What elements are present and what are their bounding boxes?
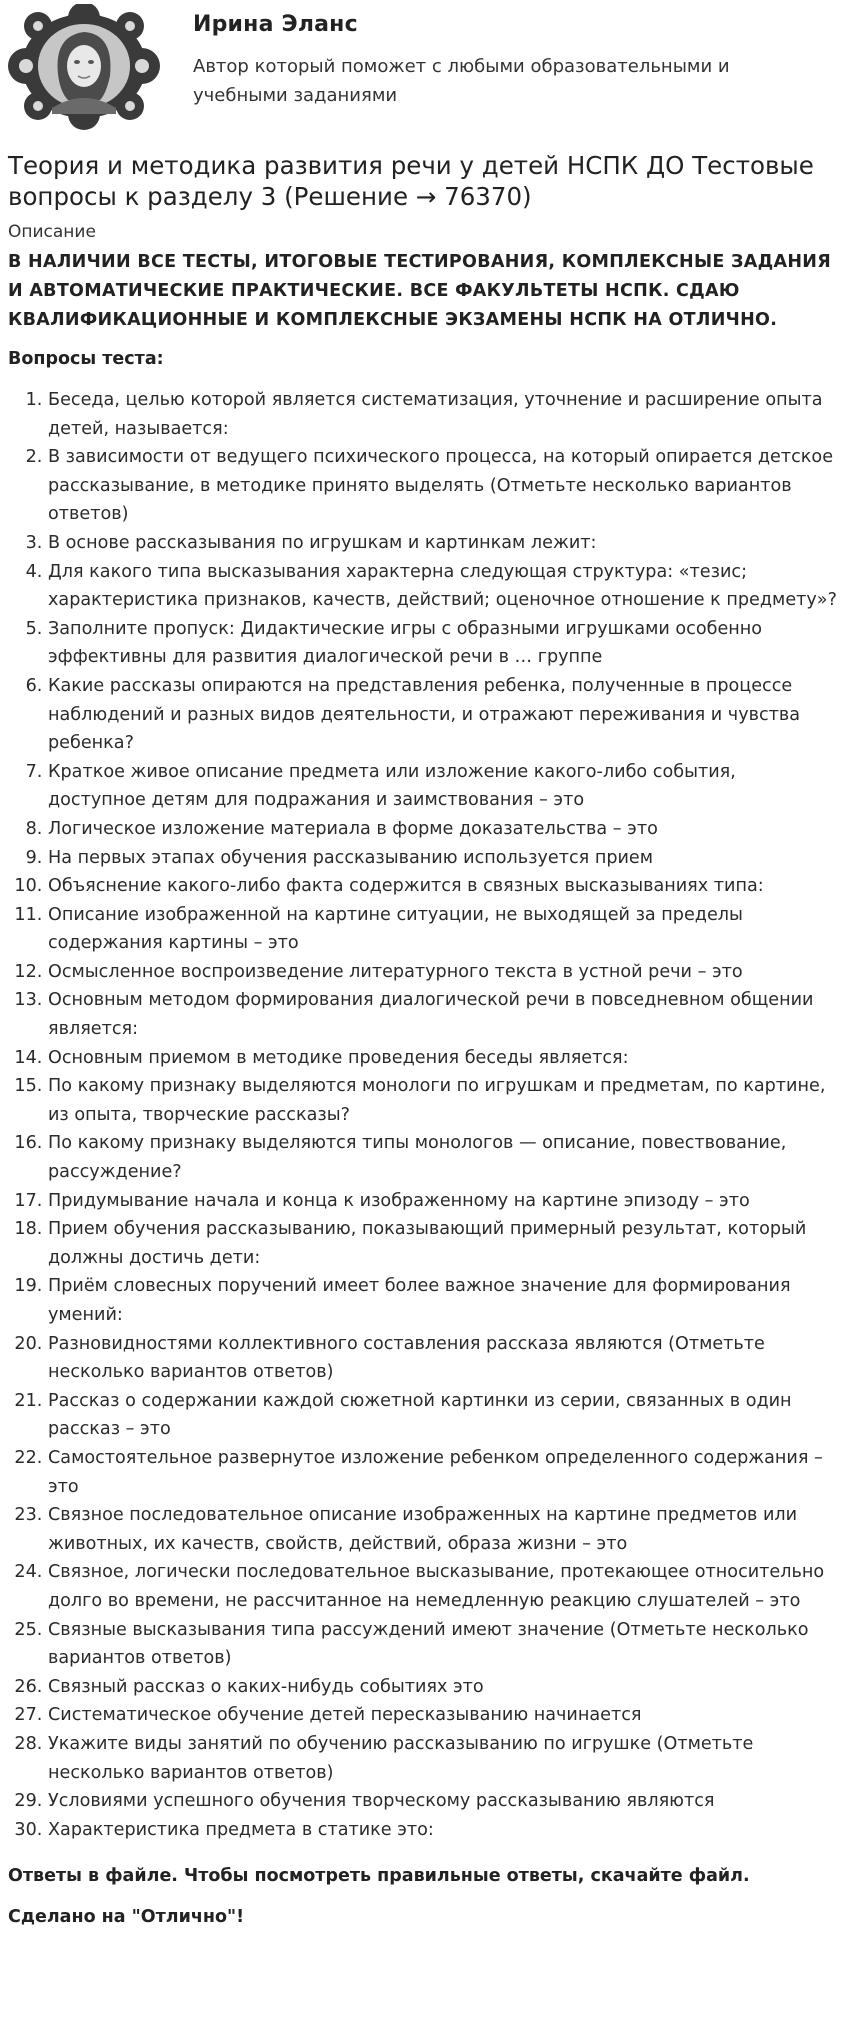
list-item: 2. В зависимости от ведущего психического процесса, на который опирается детское рассказывание, в методике принято выделять (Отметьте несколько вариантов ответов) (48, 443, 839, 529)
author-description: Автор который поможет с любыми образовательными и учебными заданиями (193, 56, 730, 106)
list-item: 20. Разновидностями коллективного составления рассказа являются (Отметьте несколько вариантов ответов) (48, 1330, 839, 1387)
list-item: 1. Беседа, целью которой является систематизация, уточнение и расширение опыта детей, называется: (48, 386, 839, 443)
questions-list (8, 386, 839, 1844)
list-item: 30. Характеристика предмета в статике это: (48, 1816, 839, 1845)
list-item: 15. По какому признаку выделяются монологи по игрушкам и предметам, по картине, из опыта, творческие рассказы? (48, 1072, 839, 1129)
list-item: 16. По какому признаку выделяются типы монологов — описание, повествование, рассуждение? (48, 1129, 839, 1186)
list-item: 27. Систематическое обучение детей пересказыванию начинается (48, 1701, 839, 1730)
questions-heading: Вопросы теста: (8, 349, 164, 369)
list-item: 23. Связное последовательное описание изображенных на картине предметов или животных, их качеств, свойств, действий, образа жизни – это (48, 1501, 839, 1558)
list-item: 24. Связное, логически последовательное высказывание, протекающее относительно долго во времени, не рассчитанное на немедленную реакцию слушателей – это (48, 1558, 839, 1615)
author-name[interactable]: Ирина Эланс (193, 12, 358, 37)
intro-text: В НАЛИЧИИ ВСЕ ТЕСТЫ, ИТОГОВЫЕ ТЕСТИРОВАНИЯ, КОМПЛЕКСНЫЕ ЗАДАНИЯ И АВТОМАТИЧЕСКИЕ ПРАКТИЧЕСКИЕ. ВСЕ ФАКУЛЬТЕТЫ НСПК. СДАЮ КВАЛИФИКАЦИОННЫЕ И КОМПЛЕКСНЫЕ ЭКЗАМЕНЫ НСПК НА ОТЛИЧНО. (8, 252, 831, 330)
list-item: 4. Для какого типа высказывания характерна следующая структура: «тезис; характеристика признаков, качеств, действий; оценочное отношение к предмету»? (48, 558, 839, 615)
list-item: 26. Связный рассказ о каких-нибудь событиях это (48, 1673, 839, 1702)
list-item: 11. Описание изображенной на картине ситуации, не выходящей за пределы содержания картины – это (48, 901, 839, 958)
author-avatar[interactable] (8, 4, 160, 130)
list-item: 5. Заполните пропуск: Дидактические игры с образными игрушками особенно эффективны для развития диалогической речи в … группе (48, 615, 839, 672)
list-item: 21. Рассказ о содержании каждой сюжетной картинки из серии, связанных в один рассказ – это (48, 1387, 839, 1444)
list-item: 6. Какие рассказы опираются на представления ребенка, полученные в процессе наблюдений и разных видов деятельности, и отражают переживания и чувства ребенка? (48, 672, 839, 758)
answers-note: Ответы в файле. Чтобы посмотреть правильные ответы, скачайте файл. (8, 1866, 750, 1887)
list-item: 17. Придумывание начала и конца к изображенному на картине эпизоду – это (48, 1187, 839, 1216)
list-item: 10. Объяснение какого-либо факта содержится в связных высказываниях типа: (48, 872, 839, 901)
list-item: 18. Прием обучения рассказыванию, показывающий примерный результат, который должны достичь дети: (48, 1215, 839, 1272)
quality-note: Сделано на "Отлично"! (8, 1907, 245, 1928)
description-label: Описание (8, 222, 96, 242)
author-info (193, 0, 793, 110)
list-item: 14. Основным приемом в методике проведения беседы является: (48, 1044, 839, 1073)
list-item: 13. Основным методом формирования диалогической речи в повседневном общении является: (48, 986, 839, 1043)
list-item: 8. Логическое изложение материала в форме доказательства – это (48, 815, 839, 844)
list-item: 28. Укажите виды занятий по обучению рассказыванию по игрушке (Отметьте несколько вариантов ответов) (48, 1730, 839, 1787)
list-item: 22. Самостоятельное развернутое изложение ребенком определенного содержания – это (48, 1444, 839, 1501)
list-item: 29. Условиями успешного обучения творческому рассказыванию являются (48, 1787, 839, 1816)
author-card (8, 0, 839, 130)
list-item: 3. В основе рассказывания по игрушкам и картинкам лежит: (48, 529, 839, 558)
list-item: 12. Осмысленное воспроизведение литературного текста в устной речи – это (48, 958, 839, 987)
list-item: 19. Приём словесных поручений имеет более важное значение для формирования умений: (48, 1272, 839, 1329)
list-item: 7. Краткое живое описание предмета или изложение какого-либо события, доступное детям для подражания и заимствования – это (48, 758, 839, 815)
list-item: 9. На первых этапах обучения рассказыванию используется прием (48, 844, 839, 873)
page-title: Теория и методика развития речи у детей НСПК ДО Тестовые вопросы к разделу 3 (Решение → 76370) (8, 151, 814, 211)
list-item: 25. Связные высказывания типа рассуждений имеют значение (Отметьте несколько вариантов ответов) (48, 1616, 839, 1673)
